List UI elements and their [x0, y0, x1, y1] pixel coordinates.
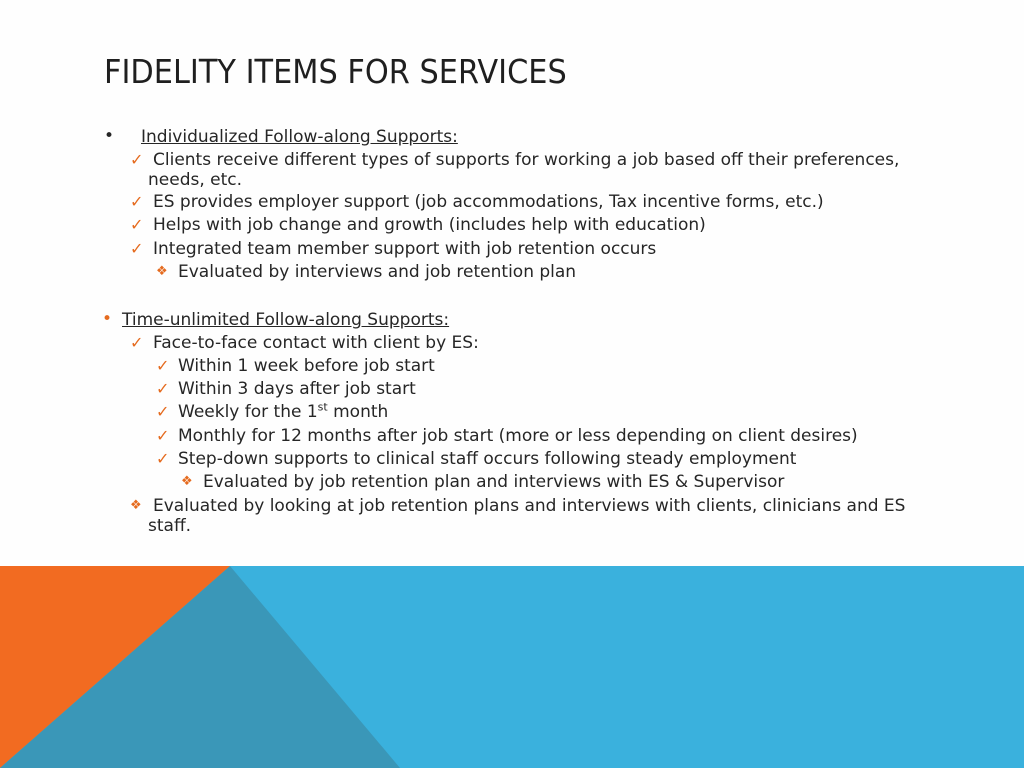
list-item-continuation: needs, etc.: [148, 170, 243, 190]
sub-list-item: Evaluated by interviews and job retention plan: [178, 262, 577, 282]
check-icon: ✓: [130, 215, 144, 234]
diamond-icon: ❖: [130, 498, 142, 513]
check-icon: ✓: [156, 426, 170, 445]
section-heading-individualized: Individualized Follow-along Supports:: [141, 127, 458, 147]
check-icon: ✓: [130, 150, 144, 169]
sub-list-item: [178, 402, 388, 422]
check-icon: ✓: [130, 333, 144, 352]
sub-list-item: Within 3 days after job start: [178, 379, 416, 399]
list-item: Face-to-face contact with client by ES:: [153, 333, 479, 353]
check-icon: ✓: [130, 192, 144, 211]
list-item-continuation: staff.: [148, 516, 192, 536]
sub-list-item: Step-down supports to clinical staff occurs following steady employment: [178, 449, 797, 469]
check-icon: ✓: [156, 379, 170, 398]
sub-list-item: Within 1 week before job start: [178, 356, 435, 376]
decorative-footer: [0, 566, 1024, 768]
check-icon: ✓: [156, 356, 170, 375]
sub-list-item: Monthly for 12 months after job start (more or less depending on client desires): [178, 426, 858, 446]
check-icon: ✓: [156, 449, 170, 468]
sub-list-item-text: Weekly for the 1: [178, 402, 318, 422]
bullet-marker: •: [104, 126, 115, 146]
list-item: Evaluated by looking at job retention plans and interviews with clients, clinicians and ES: [153, 496, 906, 516]
list-item: Clients receive different types of supports for working a job based off their preferences,: [153, 150, 900, 170]
check-icon: ✓: [130, 239, 144, 258]
diamond-icon: ❖: [181, 474, 193, 489]
slide-title: FIDELITY ITEMS FOR SERVICES: [104, 52, 567, 91]
list-item: ES provides employer support (job accommodations, Tax incentive forms, etc.): [153, 192, 824, 212]
check-icon: ✓: [156, 402, 170, 421]
bullet-marker: •: [102, 309, 113, 329]
list-item: Integrated team member support with job retention occurs: [153, 239, 657, 259]
ordinal-suffix: st: [317, 400, 328, 414]
diamond-icon: ❖: [156, 264, 168, 279]
list-item: Helps with job change and growth (includes help with education): [153, 215, 706, 235]
section-heading-time-unlimited: Time-unlimited Follow-along Supports:: [122, 310, 450, 330]
sub-list-item-text-end: month: [333, 402, 389, 422]
sub-sub-list-item: Evaluated by job retention plan and interviews with ES & Supervisor: [203, 472, 785, 492]
